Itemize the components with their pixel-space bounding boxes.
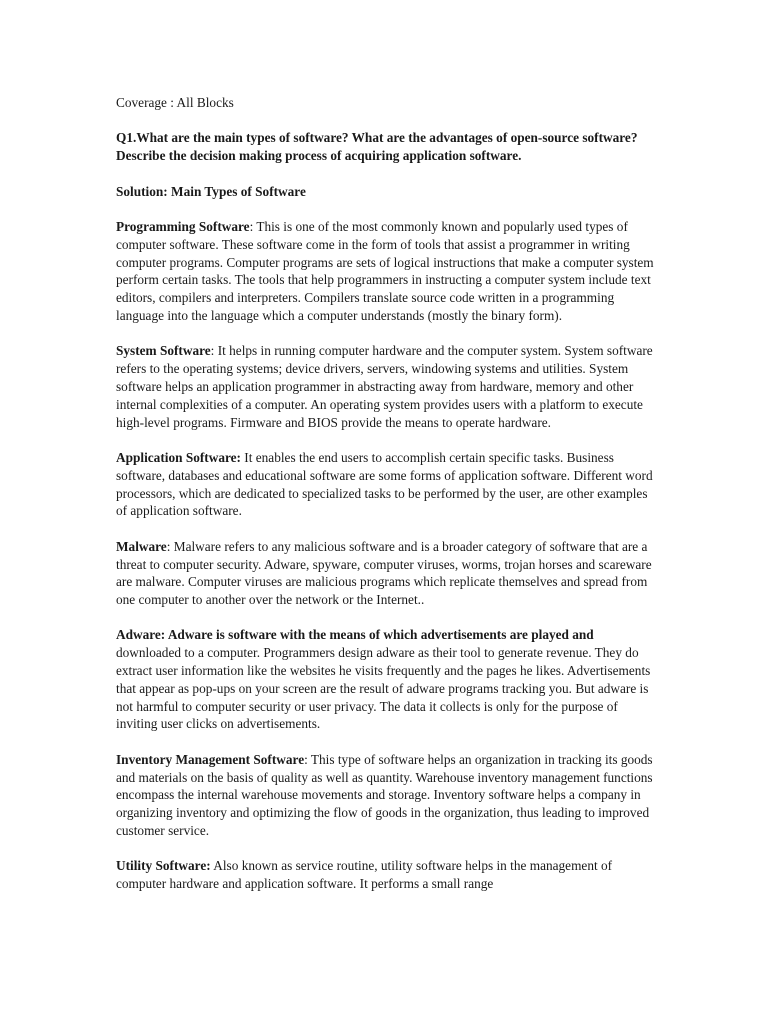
section-application-software: [116, 449, 656, 520]
section-utility-software: [116, 857, 656, 893]
section-term: Adware: Adware is software with the means of which advertisements are played and: [116, 627, 594, 643]
section-separator: :: [304, 751, 311, 767]
section-separator: :: [249, 218, 257, 234]
coverage-line: Coverage : All Blocks: [116, 95, 234, 110]
section-term: Malware: [116, 538, 167, 554]
section-text: It enables the end users to accomplish certain specific tasks. Business software, databases and educational software are some forms of application software. Different word processors, which are dedicated to specialized tasks to be performed by the user, are other examples of application software.: [116, 449, 653, 519]
section-text: This is one of the most commonly known and popularly used types of computer software. These software come in the form of tools that assist a programmer in writing computer programs. Computer programs are sets of logical instructions that make a computer system perform certain tasks. The tools that help programmers in instructing a computer system include text editors, compilers and interpreters. Compilers translate source code written in a programming language into the language which a computer understands (mostly the binary form).: [116, 218, 654, 323]
document-page: [116, 94, 656, 911]
section-text: Also known as service routine, utility software helps in the management of computer hardware and application software. It performs a small range: [116, 858, 613, 892]
section-separator: :: [210, 343, 218, 359]
section-text: It helps in running computer hardware and the computer system. System software refers to the operating systems; device drivers, servers, windowing systems and utilities. System software helps an application programmer in abstracting away from hardware, memory and other internal complexities of a computer. An operating system provides users with a platform to execute high-level programs. Firmware and BIOS provide the means to operate hardware.: [116, 343, 653, 430]
section-term: Utility Software:: [116, 858, 211, 874]
section-inventory-management-software: [116, 751, 656, 840]
section-separator: :: [166, 538, 174, 554]
section-term: Inventory Management Software: [116, 751, 305, 767]
solution-heading: Solution: Main Types of Software: [116, 183, 306, 199]
section-system-software: [116, 342, 656, 431]
section-term: Programming Software: [116, 218, 250, 234]
section-programming-software: [116, 218, 656, 325]
section-adware: [116, 626, 656, 733]
section-malware: [116, 538, 656, 609]
section-term: System Software: [116, 343, 211, 359]
section-text: This type of software helps an organization in tracking its goods and materials on the basis of quality as well as quantity. Warehouse inventory management functions encompass the internal warehouse movements and storage. Inventory software helps a company in organizing inventory and optimizing the flow of goods in the organization, thus leading to improved customer service.: [116, 751, 653, 839]
section-text: Malware refers to any malicious software and is a broader category of software that are a threat to computer security. Adware, spyware, computer viruses, worms, trojan horses and scareware are malware. Computer viruses are malicious programs which replicate themselves and spread from one computer to another over the network or the Internet..: [116, 538, 652, 608]
question-text: Q1.What are the main types of software? What are the advantages of open-source software? Describe the decision making process of acquiring application software.: [116, 130, 638, 164]
section-text: downloaded to a computer. Programmers design adware as their tool to generate revenue. They do extract user information like the websites he visits frequently and the pages he likes. Advertisements that appear as pop-ups on your screen are the result of adware programs tracking you. But adware is not harmful to computer security or user privacy. The data it collects is only for the purpose of inviting user clicks on advertisements.: [116, 645, 651, 732]
section-term: Application Software:: [116, 449, 241, 465]
